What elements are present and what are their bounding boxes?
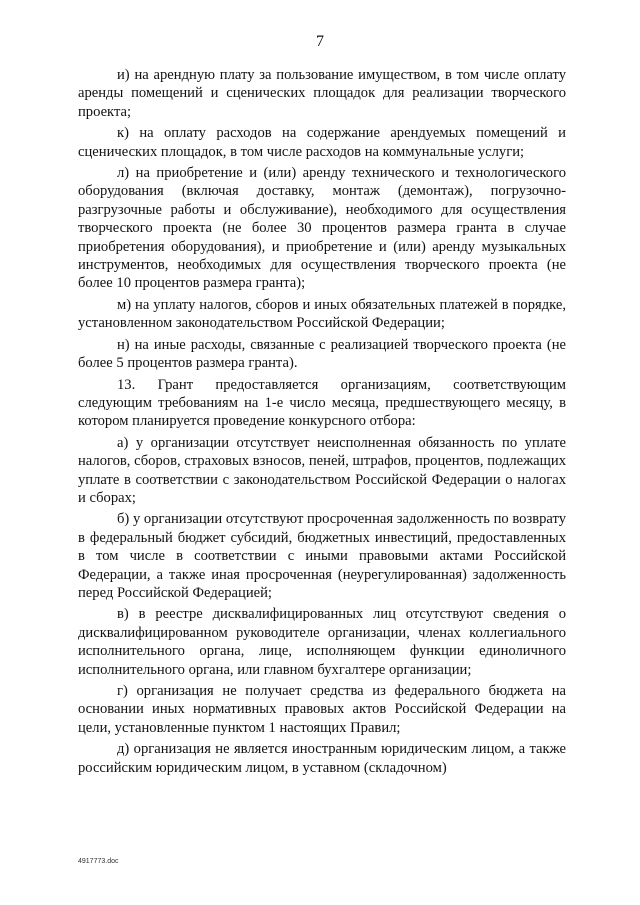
document-body bbox=[78, 66, 566, 780]
paragraph-item-v: в) в реестре дисквалифицированных лиц отсутствуют сведения о дисквалифицированном руководителе организации, членах коллегиального исполнительного органа, лице, исполняющем функции единоличного исполнительного органа, или главном бухгалтере организации; bbox=[78, 606, 566, 678]
file-name-footer: 4917773.doc bbox=[78, 858, 119, 865]
paragraph-item-g: г) организация не получает средства из федерального бюджета на основании иных нормативных правовых актов Российской Федерации на цели, установленные пунктом 1 настоящих Правил; bbox=[78, 683, 566, 736]
paragraph-item-a: а) у организации отсутствует неисполненная обязанность по уплате налогов, сборов, страховых взносов, пеней, штрафов, процентов, подлежащих уплате в соответствии с законодательством Российской Федерации о налогах и сборах; bbox=[78, 434, 566, 506]
paragraph-item-b: б) у организации отсутствуют просроченная задолженность по возврату в федеральный бюджет субсидий, бюджетных инвестиций, предоставленных в том числе в соответствии с иными правовыми актами Российской Федерации, а также иная просроченная (неурегулированная) задолженность перед Российской Федерацией; bbox=[78, 511, 566, 601]
paragraph-item-i: и) на арендную плату за пользование имуществом, в том числе оплату аренды помещений и сценических площадок для реализации творческого проекта; bbox=[78, 67, 566, 120]
paragraph-clause-13: 13. Грант предоставляется организациям, соответствующим следующим требованиям на 1-е число месяца, предшествующего месяцу, в котором планируется проведение конкурсного отбора: bbox=[78, 376, 566, 430]
page-number: 7 bbox=[316, 33, 324, 50]
paragraph-item-d: д) организация не является иностранным юридическим лицом, а также российским юридическим лицом, в уставном (складочном) bbox=[78, 741, 566, 776]
paragraph-item-l: л) на приобретение и (или) аренду технического и технологического оборудования (включая доставку, монтаж (демонтаж), погрузочно-разгрузочные работы и обслуживание), необходимого для осуществления творческого проекта (не более 30 процентов размера гранта в случае приобретения оборудования), и приобретение и (или) аренду музыкальных инструментов, необходимых для осуществления творческого проекта (не более 10 процентов размера гранта); bbox=[78, 165, 566, 292]
paragraph-item-n: н) на иные расходы, связанные с реализацией творческого проекта (не более 5 процентов размера гранта). bbox=[78, 336, 566, 372]
paragraph-item-k: к) на оплату расходов на содержание арендуемых помещений и сценических площадок, в том числе расходов на коммунальные услуги; bbox=[78, 125, 566, 160]
paragraph-item-m: м) на уплату налогов, сборов и иных обязательных платежей в порядке, установленном законодательством Российской Федерации; bbox=[78, 296, 566, 332]
